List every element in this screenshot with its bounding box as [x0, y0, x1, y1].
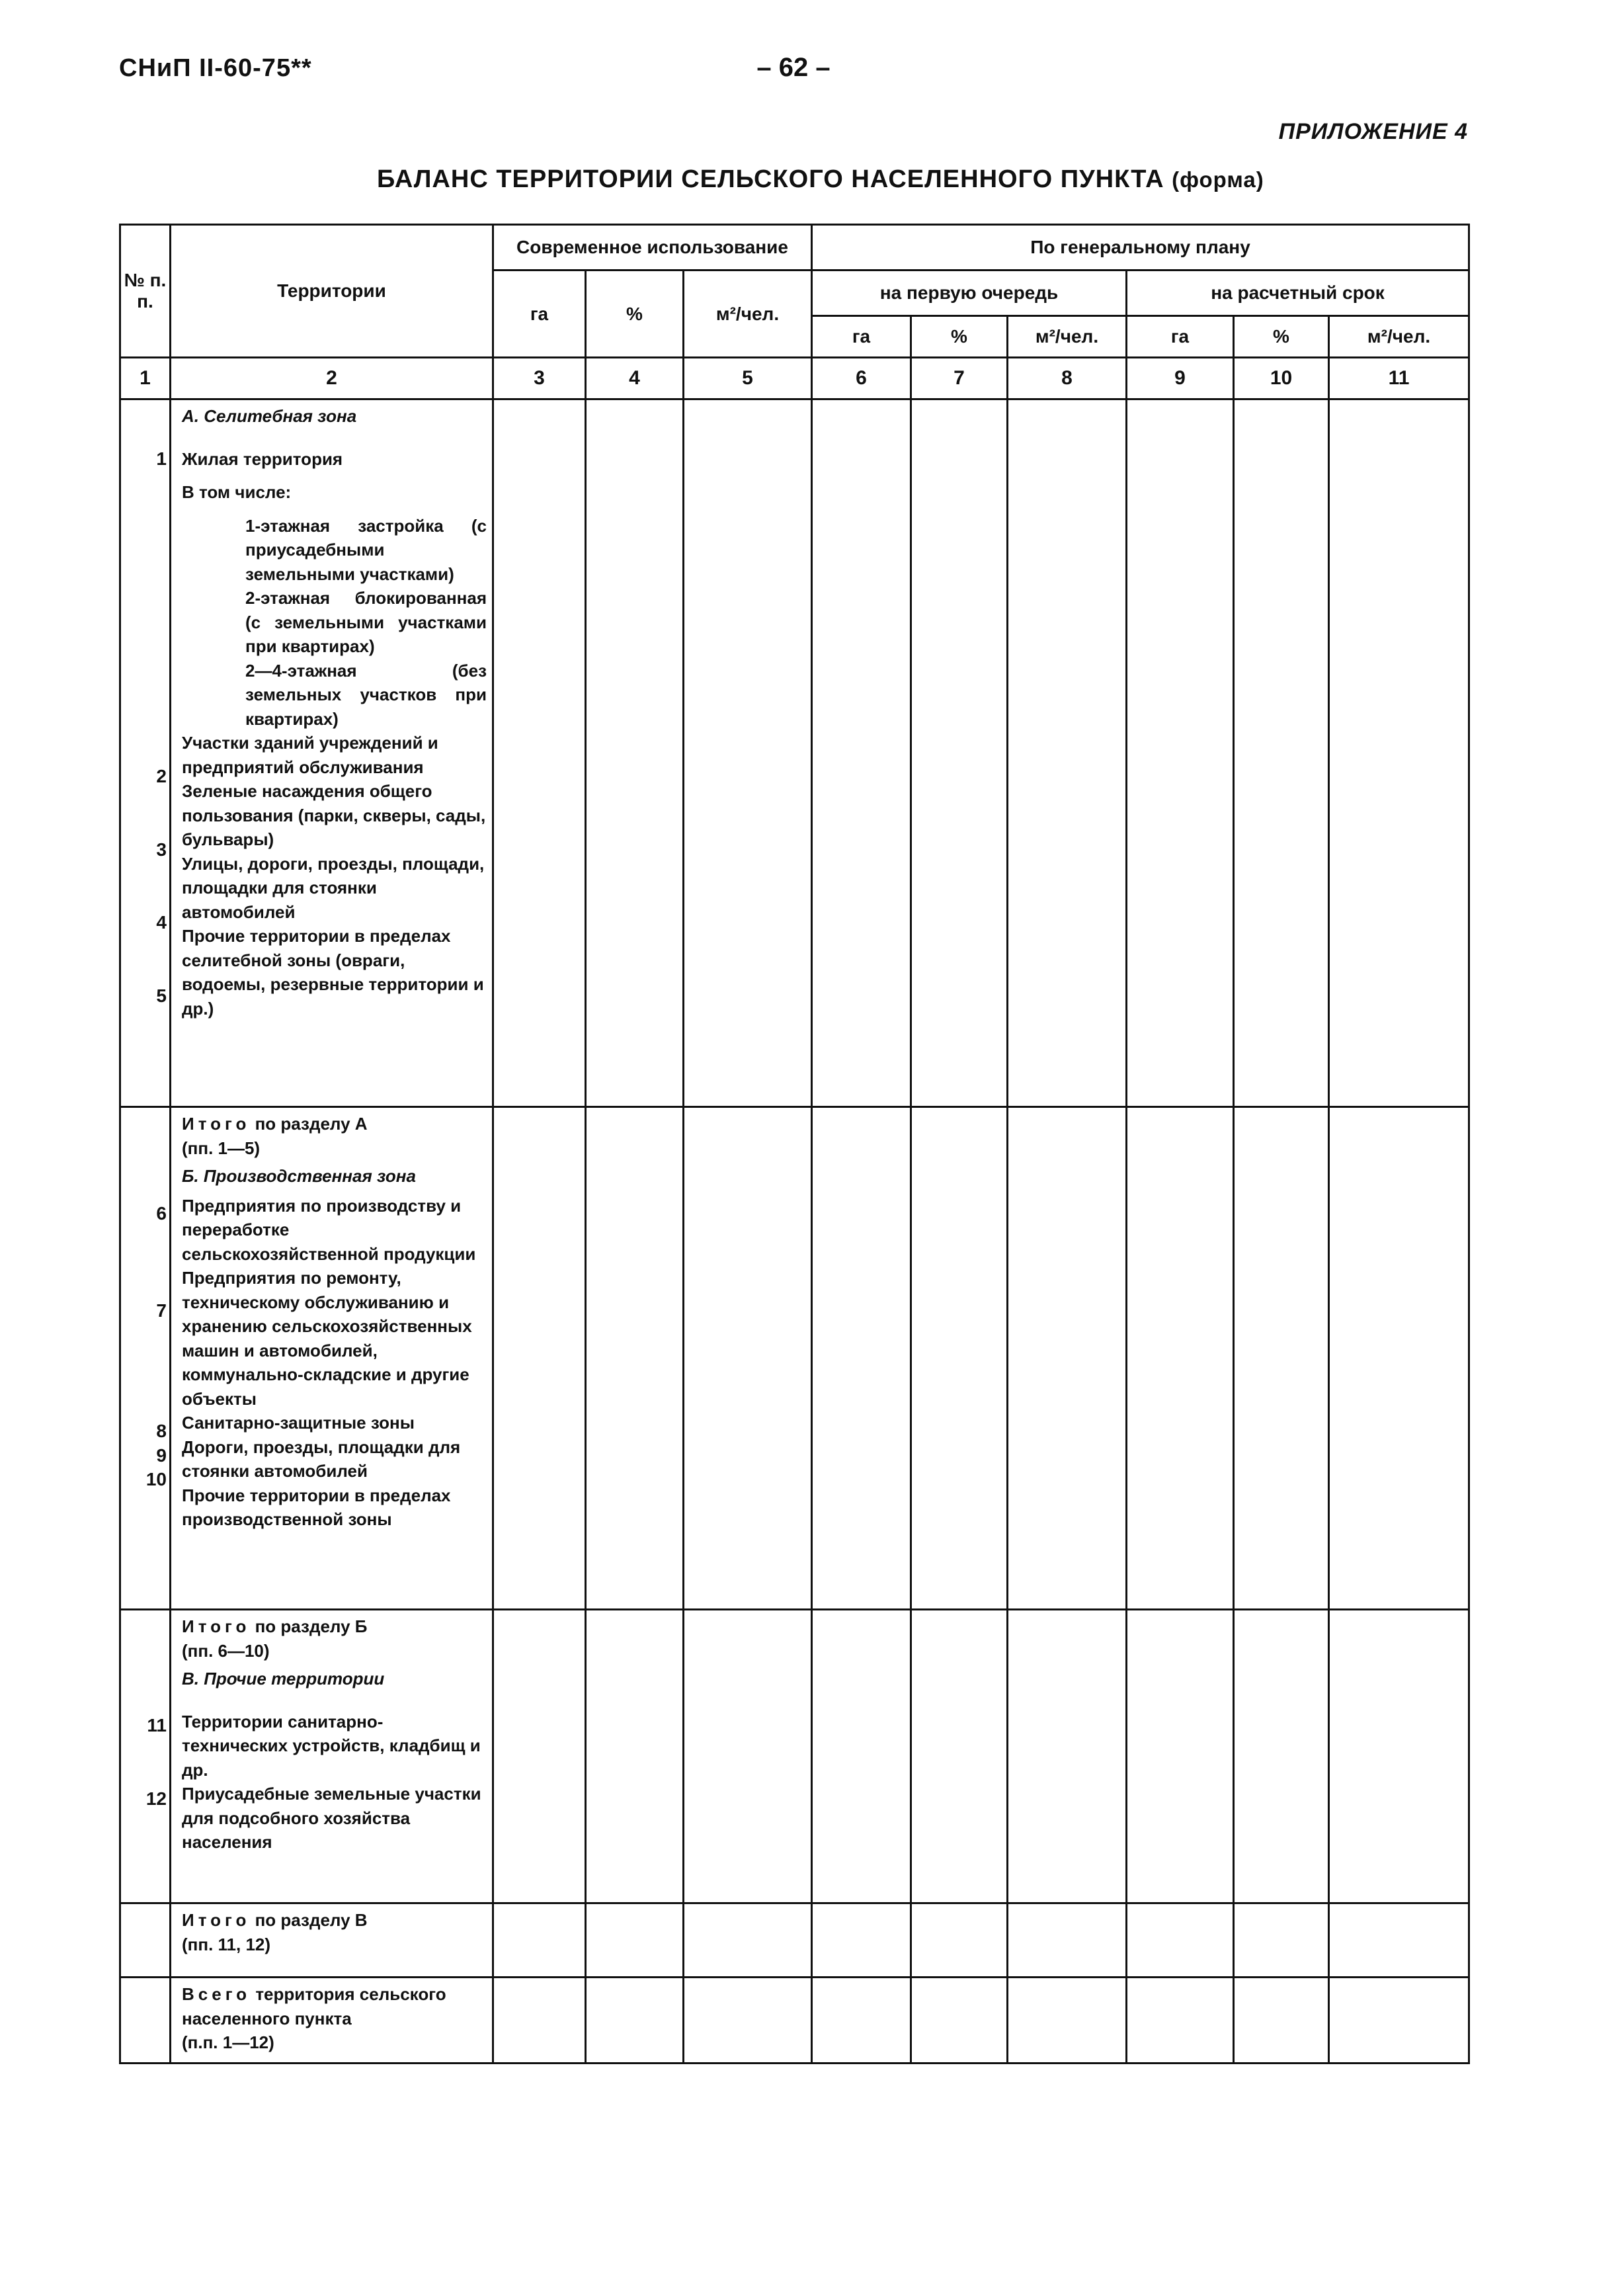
estimated-m2-header: м²/чел. [1329, 316, 1469, 358]
total-range: (пп. 6—10) [182, 1640, 270, 1661]
section-total [182, 1112, 487, 1136]
territory-item: Зеленые насаждения общего пользования (парки, скверы, сады, бульвары) [182, 781, 486, 849]
empty-cell [684, 1610, 812, 1903]
territory-item: Прочие территории в пределах производственной зоны [182, 1485, 451, 1529]
territory-subitem: 2—4-этажная (без земельных участков при квартирах) [245, 660, 487, 729]
row-numbers [120, 1107, 171, 1610]
empty-cell [1008, 399, 1127, 1107]
empty-cell [493, 1610, 586, 1903]
estimated-ha-header: га [1127, 316, 1234, 358]
section-heading: Б. Производственная зона [182, 1166, 416, 1186]
total-range: (пп. 1—5) [182, 1138, 261, 1158]
empty-cell [911, 1610, 1008, 1903]
row-numbers [120, 399, 171, 1107]
territory-item: Приусадебные земельные участки для подсобного хозяйства населения [182, 1784, 481, 1852]
empty-cell [586, 1978, 684, 2064]
row-number: 5 [156, 985, 167, 1006]
row-number: 7 [156, 1300, 167, 1321]
group-general-plan: По генеральному плану [812, 225, 1469, 271]
document-code: СНиП II-60-75** [119, 54, 312, 82]
empty-cell [812, 1610, 911, 1903]
empty-cell [911, 399, 1008, 1107]
empty-cell [911, 1978, 1008, 2064]
section-total [182, 1614, 487, 1639]
territory-cell [171, 399, 493, 1107]
empty-cell [120, 1903, 171, 1978]
total-text: по разделу А [255, 1114, 368, 1134]
row-number: 10 [145, 1469, 167, 1489]
column-number: 6 [812, 358, 911, 399]
empty-cell [684, 1903, 812, 1978]
table-row-section-c [120, 1610, 1469, 1903]
total-text: по разделу В [255, 1910, 368, 1930]
table-row-section-b [120, 1107, 1469, 1610]
row-number: 9 [156, 1444, 167, 1466]
territory-item: Санитарно-защитные зоны [182, 1413, 415, 1433]
row-number: 12 [145, 1788, 167, 1809]
table-row-total-c [120, 1903, 1469, 1978]
empty-cell [586, 1903, 684, 1978]
subgroup-estimated-term: на расчетный срок [1127, 271, 1469, 316]
group-current-use: Современное использование [493, 225, 812, 271]
total-text: по разделу Б [255, 1616, 368, 1636]
empty-cell [1008, 1610, 1127, 1903]
header-row-1 [120, 225, 1469, 271]
current-ha-header: га [493, 271, 586, 358]
empty-cell [1234, 1978, 1329, 2064]
empty-cell [1008, 1978, 1127, 2064]
empty-cell [1329, 1107, 1469, 1610]
column-numbers-row [120, 358, 1469, 399]
row-number: 1 [156, 448, 167, 469]
empty-cell [493, 1978, 586, 2064]
column-number: 4 [586, 358, 684, 399]
empty-cell [684, 1107, 812, 1610]
empty-cell [911, 1903, 1008, 1978]
empty-cell [1008, 1107, 1127, 1610]
form-title [377, 165, 1264, 194]
empty-cell [586, 1107, 684, 1610]
table-row-section-a [120, 399, 1469, 1107]
table-row-grand-total [120, 1978, 1469, 2064]
form-title-note: (форма) [1172, 167, 1264, 192]
total-word: Всего [182, 1984, 251, 2004]
section-total [182, 1908, 487, 1933]
total-text: территория сельского населенного пункта [182, 1984, 446, 2028]
empty-cell [1234, 399, 1329, 1107]
empty-cell [1234, 1610, 1329, 1903]
empty-cell [1127, 1903, 1234, 1978]
column-number: 8 [1008, 358, 1127, 399]
empty-cell [812, 1978, 911, 2064]
territory-cell [171, 1107, 493, 1610]
total-word: Итого [182, 1616, 251, 1636]
empty-cell [120, 1978, 171, 2064]
column-number: 5 [684, 358, 812, 399]
column-number: 11 [1329, 358, 1469, 399]
first-ha-header: га [812, 316, 911, 358]
empty-cell [1127, 1610, 1234, 1903]
column-number: 1 [120, 358, 171, 399]
empty-cell [1329, 1978, 1469, 2064]
estimated-pct-header: % [1234, 316, 1329, 358]
first-pct-header: % [911, 316, 1008, 358]
total-range: (пп. 11, 12) [182, 1934, 271, 1954]
column-number: 3 [493, 358, 586, 399]
territory-item: Территории санитарно-технических устройств, кладбищ и др. [182, 1711, 481, 1780]
empty-cell [1127, 1978, 1234, 2064]
empty-cell [1127, 399, 1234, 1107]
empty-cell [586, 1610, 684, 1903]
column-number: 2 [171, 358, 493, 399]
empty-cell [1329, 1610, 1469, 1903]
territory-item: Предприятия по производству и переработке сельскохозяйственной продукции [182, 1195, 476, 1264]
row-number: 3 [156, 839, 167, 860]
total-word: Итого [182, 1910, 251, 1930]
appendix-label: ПРИЛОЖЕНИЕ 4 [1278, 119, 1468, 144]
empty-cell [684, 1978, 812, 2064]
column-number: 10 [1234, 358, 1329, 399]
column-number: 9 [1127, 358, 1234, 399]
form-title-text: БАЛАНС ТЕРРИТОРИИ СЕЛЬСКОГО НАСЕЛЕННОГО ПУНКТА [377, 165, 1164, 193]
empty-cell [812, 399, 911, 1107]
current-pct-header: % [586, 271, 684, 358]
territory-item: Прочие территории в пределах селитебной зоны (овраги, водоемы, резервные территории и др.) [182, 926, 484, 1019]
section-heading: В. Прочие территории [182, 1669, 385, 1689]
row-numbers [120, 1610, 171, 1903]
territory-cell [171, 1903, 493, 1978]
row-number: 6 [156, 1203, 167, 1224]
territory-cell [171, 1610, 493, 1903]
row-number: 8 [156, 1421, 167, 1441]
empty-cell [1234, 1903, 1329, 1978]
total-range: (п.п. 1—12) [182, 2032, 274, 2052]
column-number: 7 [911, 358, 1008, 399]
territory-item: В том числе: [182, 482, 292, 502]
territory-item: Улицы, дороги, проезды, площади, площадки для стоянки автомобилей [182, 853, 485, 922]
subgroup-first-stage: на первую очередь [812, 271, 1127, 316]
empty-cell [1008, 1903, 1127, 1978]
empty-cell [812, 1107, 911, 1610]
col-no-header: № п. п. [120, 225, 171, 358]
territory-subitem: 1-этажная застройка (с приусадебными земельными участками) [245, 515, 487, 584]
territory-item: Жилая территория [182, 448, 343, 469]
territory-cell [171, 1978, 493, 2064]
empty-cell [586, 399, 684, 1107]
section-heading: А. Селитебная зона [182, 406, 357, 426]
row-number: 2 [156, 766, 167, 786]
territory-balance-table [119, 224, 1470, 2064]
territory-item: Участки зданий учреждений и предприятий обслуживания [182, 733, 438, 777]
territory-item: Дороги, проезды, площадки для стоянки автомобилей [182, 1437, 461, 1481]
empty-cell [493, 1903, 586, 1978]
page-number: – 62 – [756, 53, 831, 82]
row-number: 11 [147, 1715, 167, 1735]
empty-cell [493, 1107, 586, 1610]
first-m2-header: м²/чел. [1008, 316, 1127, 358]
col-territories-header: Территории [171, 225, 493, 358]
empty-cell [1127, 1107, 1234, 1610]
grand-total [182, 1982, 487, 2030]
territory-subitem: 2-этажная блокированная (с земельными участками при квартирах) [245, 588, 487, 656]
empty-cell [493, 399, 586, 1107]
total-word: Итого [182, 1114, 251, 1134]
empty-cell [1329, 1903, 1469, 1978]
empty-cell [911, 1107, 1008, 1610]
row-number: 4 [156, 912, 167, 933]
empty-cell [1329, 399, 1469, 1107]
territory-item: Предприятия по ремонту, техническому обслуживанию и хранению сельскохозяйственных машин и автомобилей, коммунально-складские и другие объекты [182, 1268, 472, 1409]
empty-cell [1234, 1107, 1329, 1610]
empty-cell [684, 399, 812, 1107]
current-m2-header: м²/чел. [684, 271, 812, 358]
empty-cell [812, 1903, 911, 1978]
